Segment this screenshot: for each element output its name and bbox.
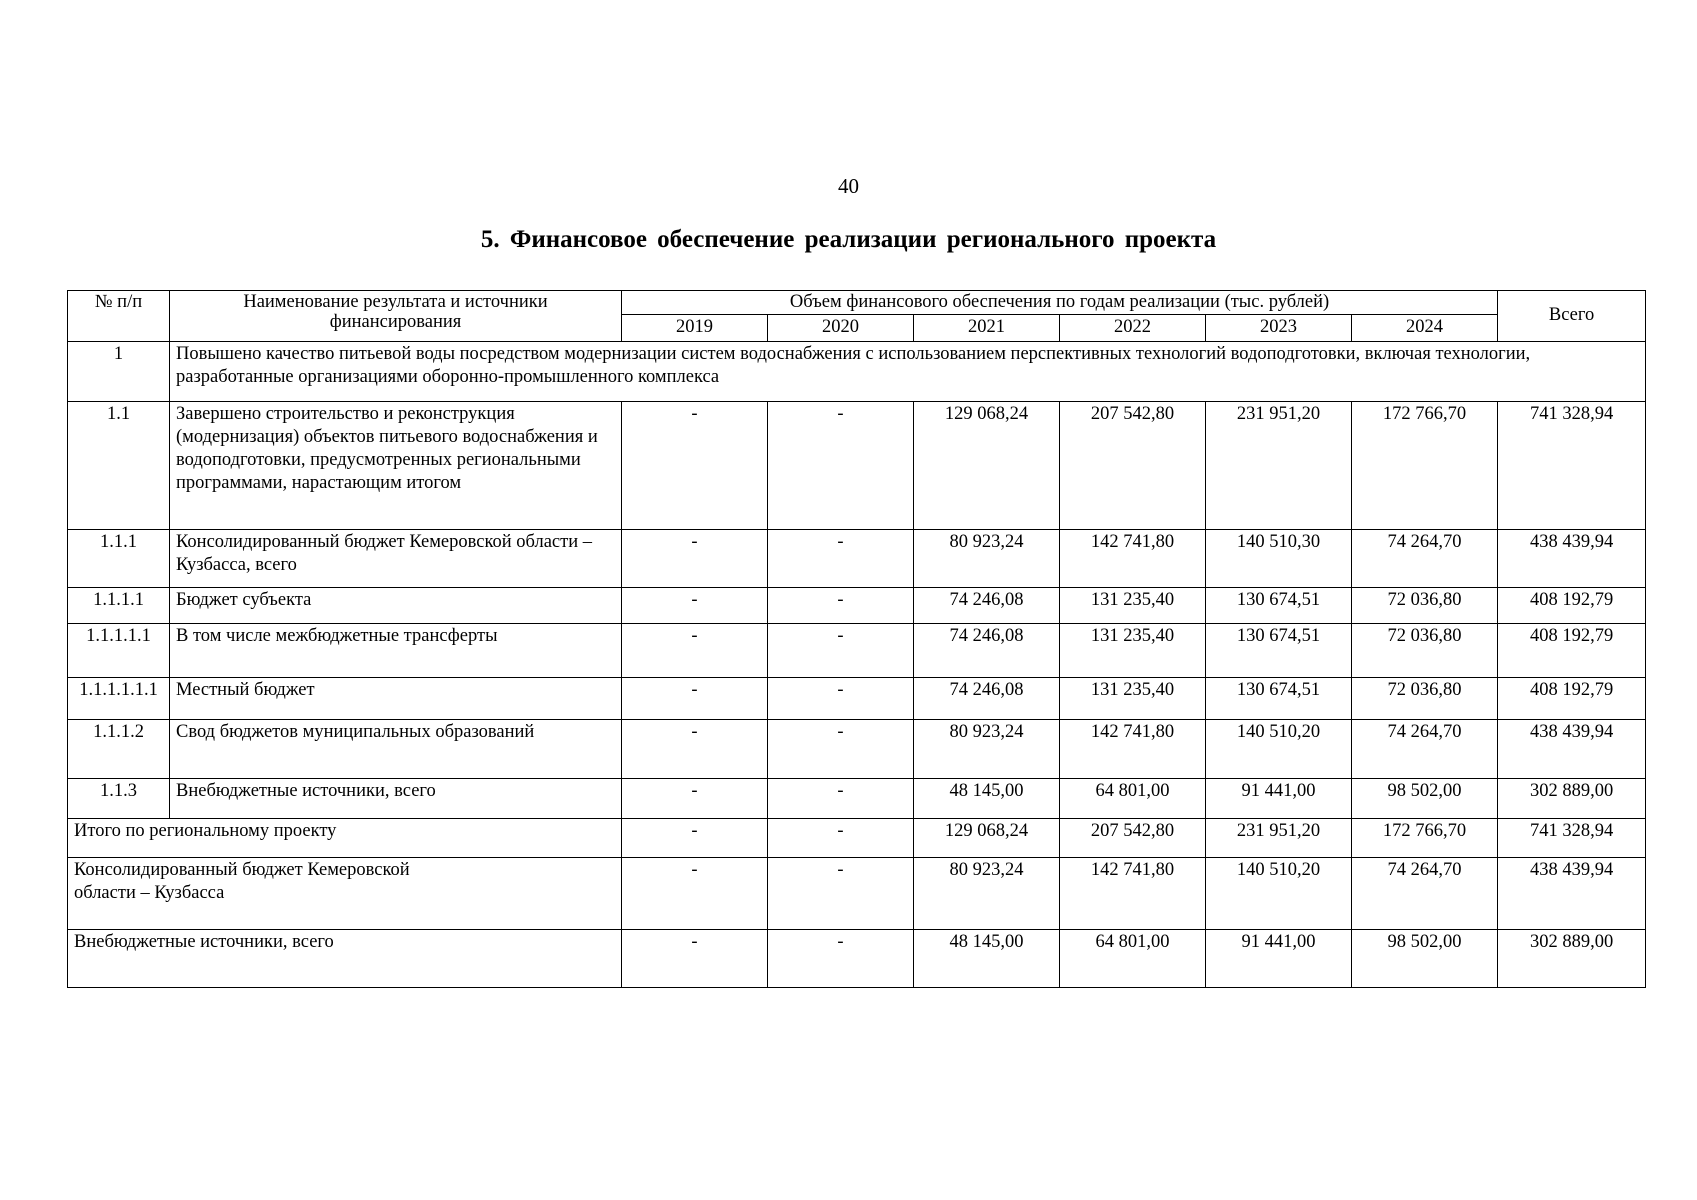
row-value: - <box>768 720 914 779</box>
row-value: - <box>622 779 768 819</box>
row-num: 1.1.1.1 <box>68 588 170 624</box>
total-label: Итого по региональному проекту <box>68 819 622 858</box>
row-value: - <box>768 678 914 720</box>
total-value: 91 441,00 <box>1206 930 1352 988</box>
row-value: 72 036,80 <box>1352 588 1498 624</box>
total-label: Внебюджетные источники, всего <box>68 930 622 988</box>
row-value: 231 951,20 <box>1206 402 1352 530</box>
header-name: Наименование результата и источники финансирования <box>170 291 622 342</box>
row-value: 130 674,51 <box>1206 588 1352 624</box>
row-value: - <box>622 402 768 530</box>
row-num: 1.1.1.1.1.1 <box>68 678 170 720</box>
row-value: 74 246,08 <box>914 624 1060 678</box>
table-row <box>68 588 1646 624</box>
row-total: 438 439,94 <box>1498 720 1646 779</box>
total-value: 302 889,00 <box>1498 930 1646 988</box>
row-value: 91 441,00 <box>1206 779 1352 819</box>
row-value: 74 264,70 <box>1352 530 1498 588</box>
row-value: 140 510,30 <box>1206 530 1352 588</box>
row-value: 140 510,20 <box>1206 720 1352 779</box>
header-year: 2022 <box>1060 315 1206 342</box>
header-volume: Объем финансового обеспечения по годам реализации (тыс. рублей) <box>622 291 1498 315</box>
total-value: - <box>768 819 914 858</box>
row-value: - <box>768 624 914 678</box>
row-value: 72 036,80 <box>1352 678 1498 720</box>
table-row <box>68 779 1646 819</box>
row-value: - <box>622 720 768 779</box>
row-value: 207 542,80 <box>1060 402 1206 530</box>
row-value: 74 246,08 <box>914 678 1060 720</box>
row-name: Завершено строительство и реконструкция (модернизация) объектов питьевого водоснабжения и водоподготовки, предусмотренных региональными программами, нарастающим итогом <box>170 402 622 530</box>
total-row <box>68 858 1646 930</box>
table-row <box>68 720 1646 779</box>
row-value: 129 068,24 <box>914 402 1060 530</box>
section-text: Повышено качество питьевой воды посредством модернизации систем водоснабжения с использованием перспективных технологий водоподготовки, включая технологии, разработанные организациями оборонно-промышленного комплекса <box>170 342 1646 402</box>
total-value: - <box>622 819 768 858</box>
table-row <box>68 530 1646 588</box>
page-number: 40 <box>838 174 859 198</box>
table-row <box>68 624 1646 678</box>
total-value: 140 510,20 <box>1206 858 1352 930</box>
row-value: 142 741,80 <box>1060 530 1206 588</box>
row-num: 1.1.1.2 <box>68 720 170 779</box>
row-value: 48 145,00 <box>914 779 1060 819</box>
row-value: 172 766,70 <box>1352 402 1498 530</box>
row-name: В том числе межбюджетные трансферты <box>170 624 622 678</box>
row-value: - <box>768 402 914 530</box>
row-name: Местный бюджет <box>170 678 622 720</box>
row-value: 98 502,00 <box>1352 779 1498 819</box>
total-value: 207 542,80 <box>1060 819 1206 858</box>
page-title: 5. Финансовое обеспечение реализации регионального проекта <box>480 226 1217 253</box>
total-value: 172 766,70 <box>1352 819 1498 858</box>
header-year: 2019 <box>622 315 768 342</box>
total-value: - <box>768 930 914 988</box>
row-value: 131 235,40 <box>1060 588 1206 624</box>
total-value: 438 439,94 <box>1498 858 1646 930</box>
row-value: 80 923,24 <box>914 720 1060 779</box>
header-year: 2021 <box>914 315 1060 342</box>
total-label: Консолидированный бюджет Кемеровской области – Кузбасса <box>68 858 622 930</box>
row-value: - <box>622 678 768 720</box>
row-total: 438 439,94 <box>1498 530 1646 588</box>
row-total: 741 328,94 <box>1498 402 1646 530</box>
row-total: 408 192,79 <box>1498 588 1646 624</box>
table-row <box>68 402 1646 530</box>
section-num: 1 <box>68 342 170 402</box>
row-total: 408 192,79 <box>1498 678 1646 720</box>
row-name: Консолидированный бюджет Кемеровской области – Кузбасса, всего <box>170 530 622 588</box>
total-value: 142 741,80 <box>1060 858 1206 930</box>
row-value: 72 036,80 <box>1352 624 1498 678</box>
total-value: 80 923,24 <box>914 858 1060 930</box>
total-row <box>68 819 1646 858</box>
row-value: 131 235,40 <box>1060 624 1206 678</box>
row-value: 131 235,40 <box>1060 678 1206 720</box>
row-value: 64 801,00 <box>1060 779 1206 819</box>
total-value: 98 502,00 <box>1352 930 1498 988</box>
total-value: 741 328,94 <box>1498 819 1646 858</box>
row-name: Бюджет субъекта <box>170 588 622 624</box>
total-value: - <box>768 858 914 930</box>
row-value: 80 923,24 <box>914 530 1060 588</box>
row-num: 1.1 <box>68 402 170 530</box>
total-value: 74 264,70 <box>1352 858 1498 930</box>
row-value: - <box>768 530 914 588</box>
row-total: 302 889,00 <box>1498 779 1646 819</box>
total-value: 231 951,20 <box>1206 819 1352 858</box>
row-total: 408 192,79 <box>1498 624 1646 678</box>
total-value: - <box>622 930 768 988</box>
total-value: - <box>622 858 768 930</box>
row-value: 74 264,70 <box>1352 720 1498 779</box>
row-value: 74 246,08 <box>914 588 1060 624</box>
total-row <box>68 930 1646 988</box>
row-value: - <box>768 779 914 819</box>
table-row <box>68 678 1646 720</box>
header-year: 2024 <box>1352 315 1498 342</box>
header-total: Всего <box>1498 291 1646 342</box>
row-num: 1.1.1 <box>68 530 170 588</box>
row-value: - <box>622 624 768 678</box>
total-value: 129 068,24 <box>914 819 1060 858</box>
row-name: Свод бюджетов муниципальных образований <box>170 720 622 779</box>
financing-table <box>67 290 1646 988</box>
row-name: Внебюджетные источники, всего <box>170 779 622 819</box>
row-value: 130 674,51 <box>1206 678 1352 720</box>
row-num: 1.1.1.1.1 <box>68 624 170 678</box>
total-value: 48 145,00 <box>914 930 1060 988</box>
row-value: - <box>622 588 768 624</box>
row-value: 142 741,80 <box>1060 720 1206 779</box>
row-value: - <box>622 530 768 588</box>
row-value: 130 674,51 <box>1206 624 1352 678</box>
row-num: 1.1.3 <box>68 779 170 819</box>
row-value: - <box>768 588 914 624</box>
header-year: 2020 <box>768 315 914 342</box>
header-year: 2023 <box>1206 315 1352 342</box>
total-value: 64 801,00 <box>1060 930 1206 988</box>
section-row <box>68 342 1646 402</box>
header-num: № п/п <box>68 291 170 342</box>
